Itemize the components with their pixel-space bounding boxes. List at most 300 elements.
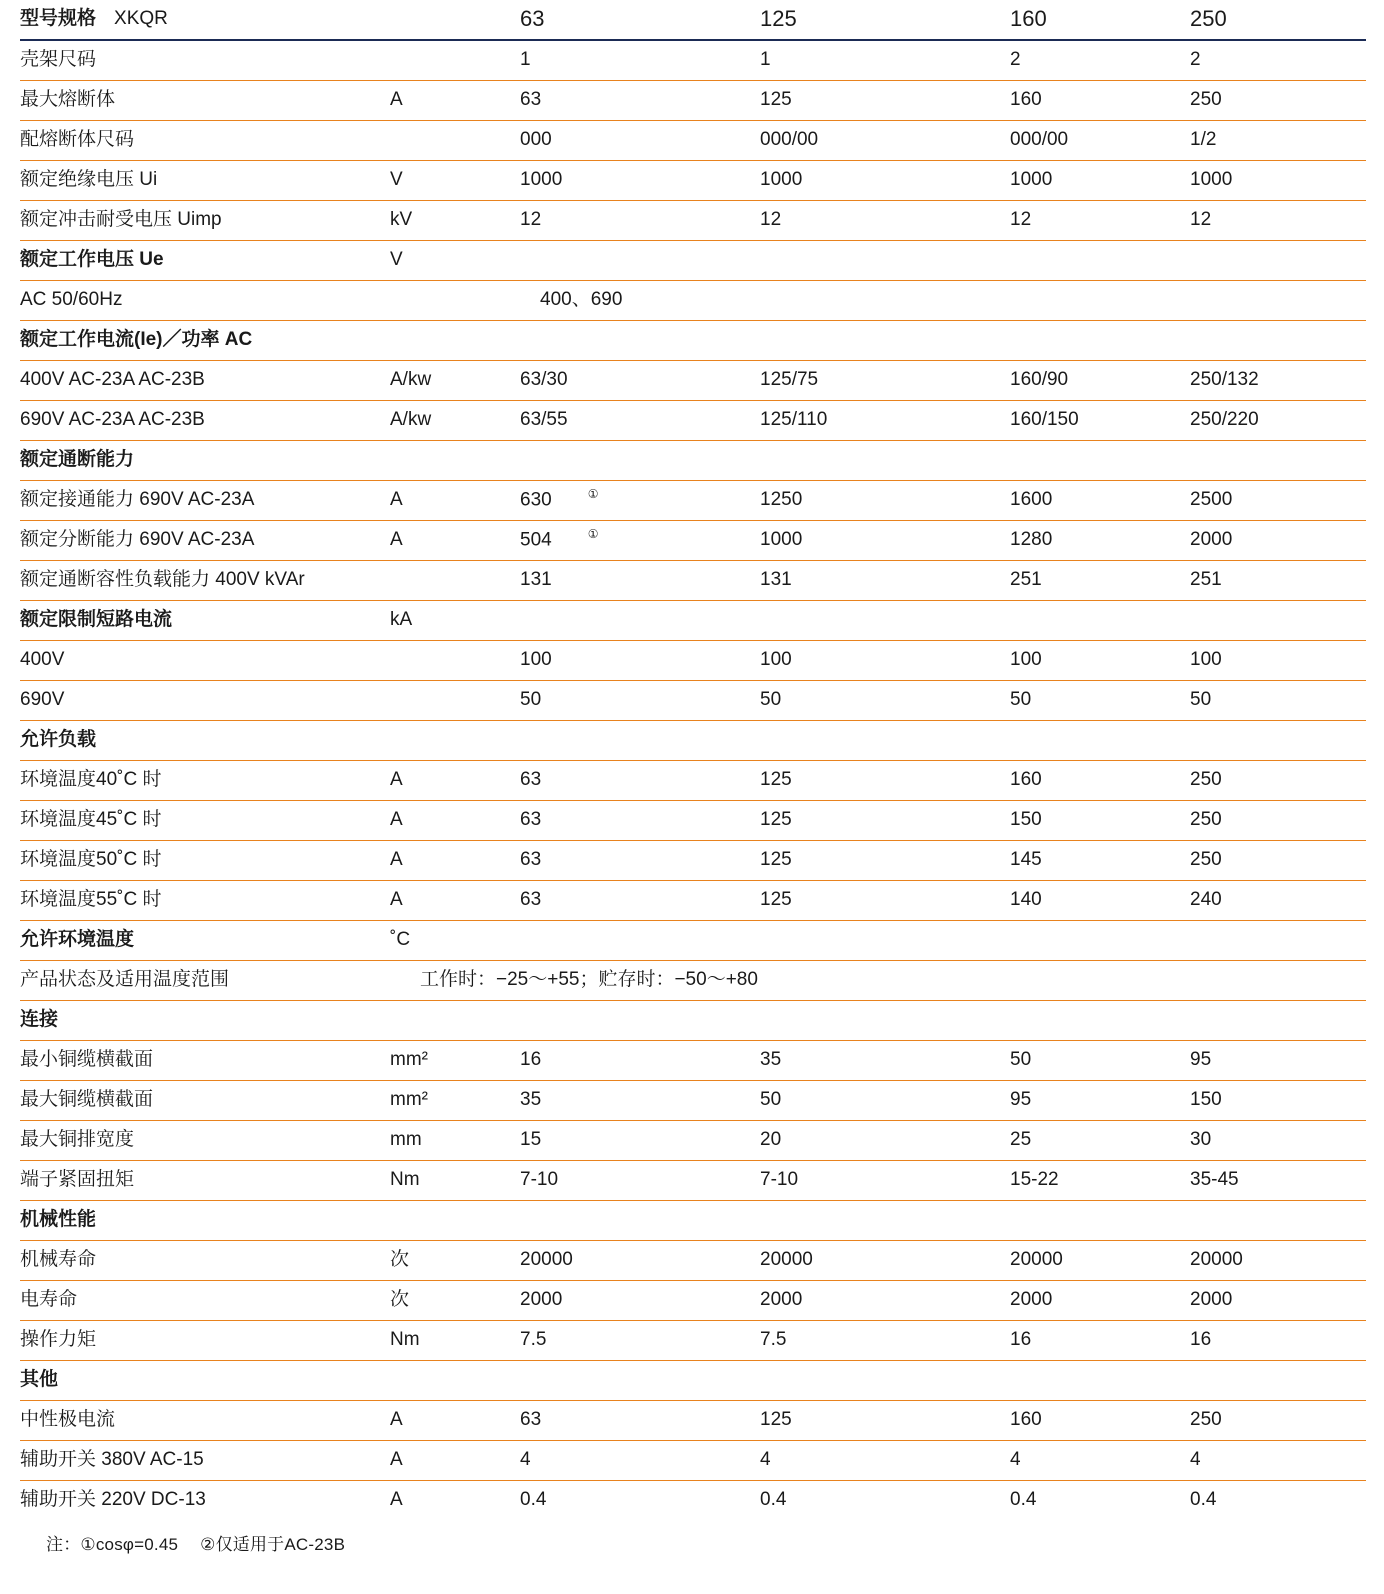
value-text: 125: [760, 768, 792, 790]
row-label: 最大铜排宽度: [20, 1120, 390, 1160]
value-text: 251: [1010, 568, 1042, 590]
value-text: 63: [520, 808, 542, 830]
row-unit: A: [390, 1400, 512, 1440]
row-value-1: [512, 480, 760, 520]
value-text: 140: [1010, 888, 1042, 910]
value-text: 150: [1190, 1088, 1222, 1110]
value-text: 250/132: [1190, 368, 1259, 390]
row-value-2: [760, 1280, 1010, 1320]
row-value-3: [1010, 40, 1190, 80]
row-value-2: [760, 1160, 1010, 1200]
row-value-4: [1190, 200, 1366, 240]
row-unit: A/kw: [390, 360, 512, 400]
row-value-4: [1190, 920, 1366, 960]
row-value-4: [1190, 480, 1366, 520]
row-value-3: [1010, 160, 1190, 200]
row-value-4: [1190, 1120, 1366, 1160]
row-value-1: [512, 1040, 760, 1080]
row-value-4: [1190, 320, 1366, 360]
row-label: 允许负载: [20, 720, 390, 760]
row-label: 环境温度40˚C 时: [20, 760, 390, 800]
row-value-2: [760, 920, 1010, 960]
row-unit: 次: [390, 1280, 512, 1320]
row-value-1: [512, 720, 760, 760]
value-text: 12: [520, 208, 542, 230]
value-text: 125/75: [760, 368, 819, 390]
row-unit: [390, 1360, 512, 1400]
row-value-3: [1010, 80, 1190, 120]
row-value-1: [512, 400, 760, 440]
value-text: 251: [1190, 568, 1222, 590]
value-text: 50: [760, 688, 782, 710]
value-text: 63/30: [520, 368, 568, 390]
row-label: 机械寿命: [20, 1240, 390, 1280]
row-value-1: [512, 680, 760, 720]
row-label: 额定冲击耐受电压 Uimp: [20, 200, 390, 240]
row-value-2: [760, 1200, 1010, 1240]
row-label: 产品状态及适用温度范围: [20, 960, 390, 1000]
value-text: 4: [760, 1448, 771, 1470]
value-text: 63: [520, 1408, 542, 1430]
row-wide-value: 400、690: [390, 280, 1366, 320]
row-label: 最小铜缆横截面: [20, 1040, 390, 1080]
value-text: 125/110: [760, 408, 828, 430]
row-value-2: [760, 160, 1010, 200]
row-value-4: [1190, 1040, 1366, 1080]
value-text: 100: [1010, 648, 1042, 670]
row-value-1: [512, 920, 760, 960]
row-label: 电寿命: [20, 1280, 390, 1320]
value-text: 35: [760, 1048, 782, 1070]
value-text: 12: [1190, 208, 1212, 230]
table-row: [20, 120, 1366, 160]
row-unit: A: [390, 520, 512, 560]
row-value-1: [512, 1000, 760, 1040]
row-value-2: [760, 600, 1010, 640]
header-unit-cell: [390, 0, 512, 40]
value-text: 4: [520, 1448, 531, 1470]
row-value-3: [1010, 1240, 1190, 1280]
row-value-3: [1010, 1080, 1190, 1120]
row-value-4: [1190, 840, 1366, 880]
table-row: [20, 160, 1366, 200]
table-row: [20, 640, 1366, 680]
row-value-1: [512, 1360, 760, 1400]
row-label: 操作力矩: [20, 1320, 390, 1360]
row-value-3: [1010, 1280, 1190, 1320]
row-value-4: [1190, 120, 1366, 160]
value-text: 1280: [1010, 528, 1053, 550]
row-value-2: [760, 560, 1010, 600]
row-value-2: [760, 1440, 1010, 1480]
value-text: 125: [760, 88, 792, 110]
row-value-4: [1190, 1440, 1366, 1480]
row-value-2: [760, 520, 1010, 560]
value-text: 12: [760, 208, 782, 230]
row-value-2: [760, 1400, 1010, 1440]
row-value-4: [1190, 1160, 1366, 1200]
row-value-3: [1010, 920, 1190, 960]
value-text: 0.4: [520, 1488, 547, 1510]
table-row: [20, 840, 1366, 880]
row-value-2: [760, 1080, 1010, 1120]
row-unit: A: [390, 1488, 403, 1510]
row-label: 额定工作电压 Ue: [20, 240, 390, 280]
row-unit: A/kw: [390, 400, 512, 440]
value-text: 250: [1190, 808, 1222, 830]
row-value-2: [760, 40, 1010, 80]
row-unit: 次: [390, 1240, 512, 1280]
table-row: [20, 80, 1366, 120]
value-text: 50: [760, 1088, 782, 1110]
row-value-1: [512, 800, 760, 840]
value-text: 30: [1190, 1128, 1212, 1150]
value-text: 250: [1190, 768, 1222, 790]
row-value-3: [1010, 720, 1190, 760]
row-value-3: [1010, 1320, 1190, 1360]
row-value-3: [1010, 120, 1190, 160]
table-row: [20, 200, 1366, 240]
row-value-4: [1190, 440, 1366, 480]
table-header-row: [20, 0, 1366, 40]
row-unit: A: [390, 880, 512, 920]
row-label: 最大熔断体: [20, 80, 390, 120]
row-unit: V: [390, 240, 512, 280]
value-text: 2000: [520, 1288, 563, 1310]
row-value-3: [1010, 1160, 1190, 1200]
value-text: 0.4: [760, 1488, 787, 1510]
row-unit: [390, 680, 512, 720]
row-value-2: [760, 320, 1010, 360]
row-label: 额定工作电流(Ie)／功率 AC: [20, 320, 390, 360]
value-text: 2000: [760, 1288, 803, 1310]
row-label: 最大铜缆横截面: [20, 1080, 390, 1120]
row-value-4: [1190, 80, 1366, 120]
table-row: [20, 1440, 1366, 1480]
value-text: 4: [1190, 1448, 1201, 1470]
value-text: 125: [760, 888, 792, 910]
value-text: 7.5: [760, 1328, 787, 1350]
section-row: [20, 720, 1366, 760]
row-value-3: [1010, 640, 1190, 680]
row-value-1: [512, 440, 760, 480]
value-text: 12: [1010, 208, 1032, 230]
value-text: 16: [1010, 1328, 1032, 1350]
footnote-prefix: 注：: [46, 1535, 81, 1554]
value-text: 95: [1010, 1088, 1032, 1110]
row-label: 壳架尺码: [20, 40, 390, 80]
row-value-2: [760, 1120, 1010, 1160]
value-text: 160: [1010, 88, 1042, 110]
row-unit: [390, 120, 512, 160]
section-row: [20, 1000, 1366, 1040]
row-value-2: [760, 1040, 1010, 1080]
row-value-3: [1010, 600, 1190, 640]
row-value-3: [1010, 360, 1190, 400]
row-value-1: [512, 40, 760, 80]
value-text: 63: [520, 848, 542, 870]
value-text: 125: [760, 848, 792, 870]
row-value-1: [512, 1160, 760, 1200]
row-label: 辅助开关 220V DC-13: [20, 1488, 206, 1510]
row-value-1: [512, 560, 760, 600]
value-text: 7-10: [760, 1168, 799, 1190]
row-value-4: [1190, 600, 1366, 640]
row-value-3: [1010, 320, 1190, 360]
row-value-3: [1010, 440, 1190, 480]
row-unit: A: [390, 80, 512, 120]
row-unit: mm²: [390, 1080, 512, 1120]
value-text: 160/90: [1010, 368, 1069, 390]
row-value-2: [760, 80, 1010, 120]
value-text: 7-10: [520, 1168, 559, 1190]
row-value-2: [760, 1480, 1010, 1520]
row-unit: A: [390, 760, 512, 800]
row-value-3: [1010, 1000, 1190, 1040]
value-text: 145: [1010, 848, 1042, 870]
header-column-3: 160: [1010, 0, 1190, 40]
table-row: [20, 1240, 1366, 1280]
value-text: 504: [520, 529, 552, 551]
row-value-1: [512, 240, 760, 280]
table-row: [20, 760, 1366, 800]
value-text: 125: [760, 1408, 792, 1430]
row-value-3: [1010, 880, 1190, 920]
section-row: [20, 920, 1366, 960]
row-value-2: [760, 1360, 1010, 1400]
value-text: 2000: [1190, 1288, 1233, 1310]
value-text: 100: [1190, 648, 1222, 670]
value-text: 50: [1010, 1048, 1032, 1070]
table-row: [20, 1120, 1366, 1160]
value-text: 250: [1190, 88, 1222, 110]
row-value-4: [1190, 520, 1366, 560]
value-text: 240: [1190, 888, 1222, 910]
row-value-1: [512, 320, 760, 360]
footnote-marker-icon: ①: [587, 487, 599, 502]
row-value-1: [512, 640, 760, 680]
row-unit: A: [390, 480, 512, 520]
specification-table: [20, 0, 1366, 1520]
row-value-3: [1010, 1200, 1190, 1240]
row-value-2: [760, 840, 1010, 880]
row-value-4: [1190, 720, 1366, 760]
row-label: 额定通断能力: [20, 440, 390, 480]
row-label: 690V: [20, 680, 390, 720]
section-row: [20, 600, 1366, 640]
row-value-2: [760, 120, 1010, 160]
row-value-3: [1010, 560, 1190, 600]
row-value-1: [512, 1480, 760, 1520]
value-text: 160: [1010, 768, 1042, 790]
table-row: [20, 520, 1366, 560]
row-value-4: [1190, 1280, 1366, 1320]
value-text: 100: [760, 648, 792, 670]
table-row: [20, 1280, 1366, 1320]
row-unit: [390, 320, 512, 360]
value-text: 1000: [1190, 168, 1233, 190]
value-text: 50: [1010, 688, 1032, 710]
row-value-1: [512, 1400, 760, 1440]
row-value-2: [760, 200, 1010, 240]
value-text: 0.4: [1010, 1488, 1037, 1510]
row-value-4: [1190, 1360, 1366, 1400]
row-value-3: [1010, 1360, 1190, 1400]
table-row: [20, 480, 1366, 520]
row-value-2: [760, 440, 1010, 480]
row-label: 额定接通能力 690V AC-23A: [20, 480, 390, 520]
row-unit: kV: [390, 200, 512, 240]
value-text: 20000: [1010, 1248, 1063, 1270]
row-value-1: [512, 1120, 760, 1160]
row-label: 端子紧固扭矩: [20, 1160, 390, 1200]
row-value-3: [1010, 480, 1190, 520]
value-text: 1250: [760, 488, 803, 510]
header-model-code: XKQR: [114, 8, 168, 30]
value-text: 1600: [1010, 488, 1053, 510]
row-value-1: [512, 1440, 760, 1480]
row-value-1: [512, 600, 760, 640]
value-text: 000: [520, 128, 552, 150]
value-text: 131: [520, 568, 552, 590]
row-unit: [390, 1000, 512, 1040]
value-text: 150: [1010, 808, 1042, 830]
row-value-1: [512, 1240, 760, 1280]
value-text: 250/220: [1190, 408, 1259, 430]
value-text: 63: [520, 88, 542, 110]
row-unit: mm²: [390, 1040, 512, 1080]
row-value-4: [1190, 160, 1366, 200]
row-value-4: [1190, 40, 1366, 80]
table-body: [20, 0, 1366, 1520]
row-value-3: [1010, 760, 1190, 800]
value-text: 20000: [520, 1248, 573, 1270]
row-value-3: [1010, 1040, 1190, 1080]
row-value-3: [1010, 800, 1190, 840]
row-label: 环境温度55˚C 时: [20, 880, 390, 920]
value-text: 15-22: [1010, 1168, 1059, 1190]
section-row: [20, 320, 1366, 360]
value-text: 2: [1190, 48, 1201, 70]
value-text: 35-45: [1190, 1168, 1239, 1190]
row-value-4: [1190, 1080, 1366, 1120]
row-wide-value: 工作时：−25～+55；贮存时：−50～+80: [390, 960, 1366, 1000]
row-unit: [390, 640, 512, 680]
row-value-4: [1190, 1240, 1366, 1280]
row-label: 690V AC-23A AC-23B: [20, 400, 390, 440]
row-value-2: [760, 1000, 1010, 1040]
row-value-3: [1010, 1480, 1190, 1520]
row-label: 环境温度50˚C 时: [20, 840, 390, 880]
row-value-1: [512, 200, 760, 240]
footnote-item-1: ①cosφ=0.45: [80, 1535, 179, 1554]
section-row: [20, 440, 1366, 480]
row-unit: kA: [390, 600, 512, 640]
row-value-1: [512, 1200, 760, 1240]
section-row: [20, 1200, 1366, 1240]
row-value-4: [1190, 360, 1366, 400]
row-value-4: [1190, 1400, 1366, 1440]
row-value-4: [1190, 240, 1366, 280]
row-label: 环境温度45˚C 时: [20, 800, 390, 840]
value-text: 63: [520, 888, 542, 910]
row-unit: [390, 560, 512, 600]
row-value-1: [512, 1280, 760, 1320]
row-value-1: [512, 520, 760, 560]
row-label: 机械性能: [20, 1200, 390, 1240]
value-text: 250: [1190, 1408, 1222, 1430]
row-value-4: [1190, 400, 1366, 440]
row-unit: A: [390, 1440, 512, 1480]
row-value-3: [1010, 240, 1190, 280]
value-text: 50: [520, 688, 542, 710]
table-row: [20, 1400, 1366, 1440]
row-value-1: [512, 360, 760, 400]
value-text: 2000: [1010, 1288, 1053, 1310]
footnote-item-2: ②仅适用于AC-23B: [200, 1535, 346, 1554]
value-text: 7.5: [520, 1328, 547, 1350]
row-value-4: [1190, 1480, 1366, 1520]
row-value-4: [1190, 560, 1366, 600]
row-label: AC 50/60Hz: [20, 280, 390, 320]
row-label: 额定绝缘电压 Ui: [20, 160, 390, 200]
row-value-2: [760, 1240, 1010, 1280]
value-text: 20: [760, 1128, 782, 1150]
row-value-4: [1190, 880, 1366, 920]
table-row: [20, 1080, 1366, 1120]
value-text: 160/150: [1010, 408, 1079, 430]
row-unit: A: [390, 800, 512, 840]
header-column-4: 250: [1190, 0, 1366, 40]
row-unit: Nm: [390, 1160, 512, 1200]
value-text: 630: [520, 489, 552, 511]
table-row: [20, 1040, 1366, 1080]
row-value-2: [760, 400, 1010, 440]
value-text: 000/00: [1010, 128, 1069, 150]
row-value-2: [760, 880, 1010, 920]
row-unit: ˚C: [390, 920, 512, 960]
value-text: 1000: [520, 168, 563, 190]
value-text: 95: [1190, 1048, 1212, 1070]
row-value-3: [1010, 400, 1190, 440]
value-text: 2000: [1190, 528, 1233, 550]
row-unit: mm: [390, 1120, 512, 1160]
value-text: 16: [1190, 1328, 1212, 1350]
footnote-marker-icon: ①: [587, 527, 599, 542]
row-label: 额定通断容性负载能力 400V kVAr: [20, 560, 390, 600]
row-label: 连接: [20, 1000, 390, 1040]
row-value-3: [1010, 200, 1190, 240]
value-text: 100: [520, 648, 552, 670]
value-text: 2500: [1190, 488, 1233, 510]
row-value-4: [1190, 680, 1366, 720]
row-value-2: [760, 480, 1010, 520]
row-label: 允许环境温度: [20, 920, 390, 960]
value-text: 0.4: [1190, 1488, 1217, 1510]
value-text: 2: [1010, 48, 1021, 70]
row-label: 额定分断能力 690V AC-23A: [20, 520, 390, 560]
row-value-2: [760, 800, 1010, 840]
value-text: 25: [1010, 1128, 1032, 1150]
value-text: 63: [520, 768, 542, 790]
row-value-4: [1190, 800, 1366, 840]
table-row: [20, 280, 1366, 320]
row-value-2: [760, 1320, 1010, 1360]
row-label: 额定限制短路电流: [20, 600, 390, 640]
row-value-2: [760, 760, 1010, 800]
row-label: 配熔断体尺码: [20, 120, 390, 160]
value-text: 125: [760, 808, 792, 830]
